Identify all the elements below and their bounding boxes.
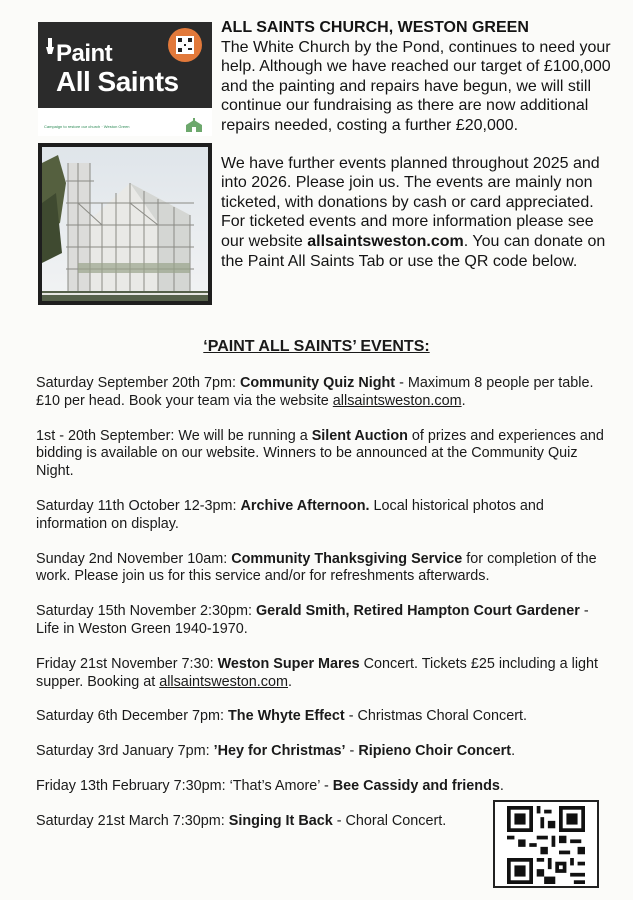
event-name: Bee Cassidy and friends [332, 777, 500, 794]
event-details: - Choral Concert. [332, 812, 447, 829]
event-details: Concert. Tickets £25 including a light supper. Booking at [36, 655, 599, 690]
event-name: Gerald Smith, Retired Hampton Court Gardener [255, 603, 580, 620]
qr-code-icon [176, 36, 194, 54]
event-after: . [511, 743, 516, 760]
donation-qr-code[interactable] [493, 800, 599, 888]
intro-paragraph-1 [221, 18, 621, 136]
logo-title-line1: Paint [56, 40, 113, 67]
logo-title-line2: All Saints [56, 66, 179, 97]
intro-text-1: The White Church by the Pond, continues to need your help. Although we have reached our target of £100,000 and the painting and repairs have begun, we will still continue our fundraising as there are now additional repairs needed, costing a further £20,000. [221, 38, 611, 134]
event-name: Singing It Back [228, 812, 333, 829]
event-name-2: Ripieno Choir Concert [358, 743, 512, 760]
qr-code-icon [506, 806, 586, 884]
event-after: . [288, 673, 292, 690]
event-when: Sunday 2nd November 10am: [36, 550, 232, 567]
logo-footer-text: Campaign to restore our church · Weston Green [44, 124, 130, 129]
intro-section [221, 18, 621, 271]
event-when: Saturday 21st March 7:30pm: [36, 812, 229, 829]
event-item [36, 743, 611, 761]
event-link[interactable]: allsaintsweston.com [332, 392, 462, 409]
church-scaffolding-photo [38, 143, 212, 305]
church-icon [184, 118, 204, 132]
event-when: Friday 13th February 7:30pm: ‘That’s Amore’ - [36, 777, 333, 794]
event-name: Archive Afternoon. [240, 497, 370, 514]
event-name: Community Quiz Night [240, 375, 396, 391]
event-link[interactable]: allsaintsweston.com [159, 673, 288, 690]
intro-text-2-end: . You can donate on the Paint All Saints Tab or use the QR code below. [221, 232, 606, 270]
event-details: Local historical photos and information on display. [36, 497, 544, 532]
church-heading: ALL SAINTS CHURCH, WESTON GREEN [221, 19, 529, 36]
event-when: Saturday September 20th 7pm: [36, 375, 240, 391]
intro-paragraph-2 [221, 154, 621, 272]
event-when: 1st - 20th September: We will be running a [36, 427, 312, 444]
event-item [36, 778, 611, 796]
event-after: . [461, 392, 466, 409]
events-title: ‘PAINT ALL SAINTS’ EVENTS: [203, 338, 430, 355]
event-item [36, 375, 611, 411]
event-item [36, 551, 611, 587]
event-details: - [345, 743, 359, 760]
event-details: of prizes and experiences and bidding is available on our website. Winners to be announced at the Community Quiz Night. [36, 427, 604, 480]
event-details: for completion of the work. Please join us for this service and/or for refreshments afterwards. [36, 550, 597, 585]
event-item [36, 603, 611, 639]
event-details: . [499, 777, 504, 794]
event-item [36, 656, 611, 692]
paintbrush-icon [44, 38, 56, 54]
event-when: Saturday 15th November 2:30pm: [36, 603, 256, 620]
event-name: Community Thanksgiving Service [231, 550, 463, 567]
paint-all-saints-logo [38, 22, 212, 136]
event-when: Saturday 3rd January 7pm: [36, 743, 214, 760]
event-name: Weston Super Mares [217, 655, 360, 672]
events-list [36, 375, 611, 831]
event-item [36, 498, 611, 534]
event-item [36, 708, 611, 726]
event-details: - Maximum 8 people per table. £10 per head. Book your team via the website [36, 375, 594, 409]
event-name: Silent Auction [311, 427, 408, 444]
intro-text-2: We have further events planned throughout 2025 and into 2026. Please join us. The events are mainly non ticketed, with donations by cash or card appreciated. For ticketed events and more information please see our website [221, 154, 600, 250]
event-when: Saturday 11th October 12-3pm: [36, 497, 241, 514]
event-when: Friday 21st November 7:30: [36, 655, 218, 672]
event-details: - Christmas Choral Concert. [344, 708, 528, 725]
event-when: Saturday 6th December 7pm: [36, 708, 228, 725]
website-link[interactable]: allsaintsweston.com [307, 232, 464, 250]
event-name: The Whyte Effect [227, 708, 345, 725]
event-details: - Life in Weston Green 1940-1970. [36, 603, 589, 637]
event-name: ’Hey for Christmas’ [213, 743, 346, 760]
event-item [36, 428, 611, 481]
